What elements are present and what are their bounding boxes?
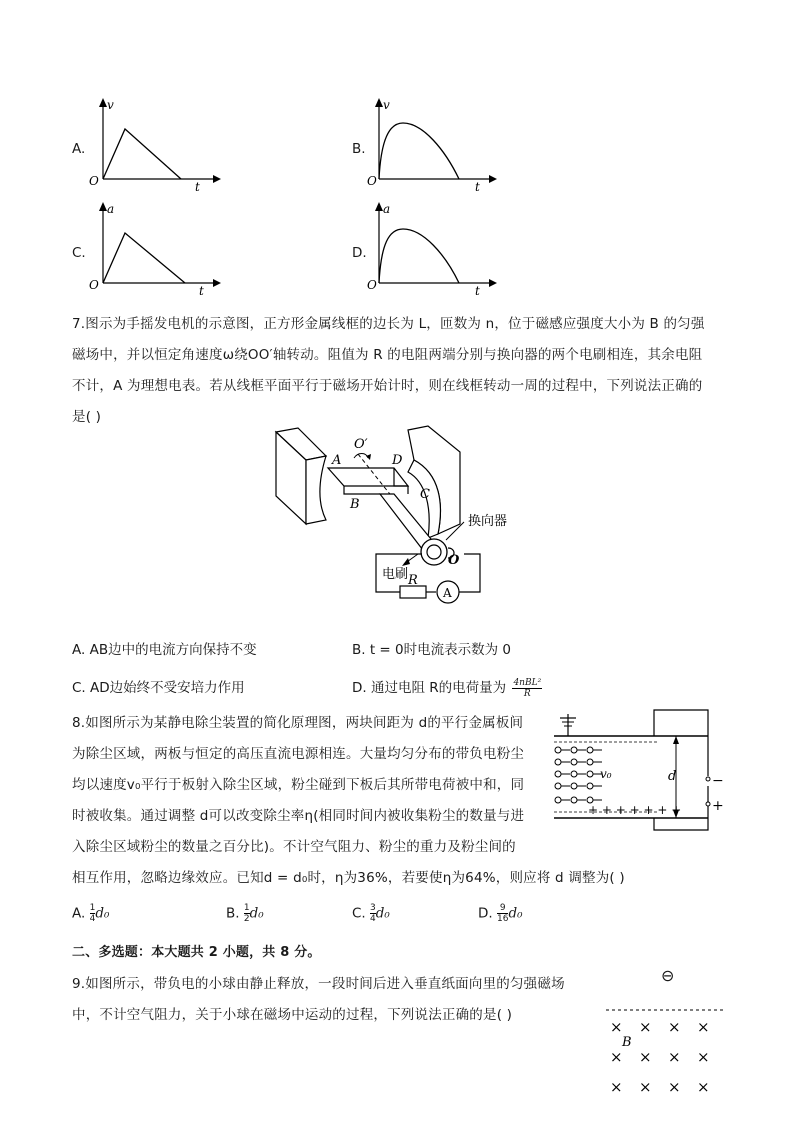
- q6-graph-a-ylabel: v: [107, 98, 114, 112]
- q7-option-b: B. t = 0时电流表示数为 0: [352, 642, 512, 658]
- svg-text:×: ×: [639, 1078, 652, 1096]
- svg-text:×: ×: [668, 1048, 681, 1066]
- q9-stem-line-2: 中，不计空气阻力，关于小球在磁场中运动的过程，下列说法正确的是( ): [72, 1007, 513, 1023]
- q8-terminal-plus: +: [712, 798, 724, 814]
- q8-stem-line-4: 时被收集。通过调整 d可以改变除尘率η(相同时间内被收集粉尘的数量与进: [72, 808, 525, 824]
- q6-graph-c-ylabel: a: [107, 202, 115, 216]
- q6-graph-c-origin: O: [89, 278, 99, 292]
- q6-graph-b-curve: [379, 123, 459, 179]
- q8-dust-particles: [555, 747, 602, 803]
- q8-stem-line-5: 入除尘区域粉尘的数量之百分比)。不计空气阻力、粉尘的重力及粉尘间的: [72, 839, 516, 855]
- q7-stem-line-4: 是( ): [72, 409, 102, 425]
- svg-text:×: ×: [610, 1018, 623, 1036]
- q8-option-c: C. $\frac{3}{4}$ d₀: [352, 903, 390, 924]
- q9-stem-line-1: 9.如图所示，带负电的小球由静止释放，一段时间后进入垂直纸面向里的匀强磁场: [72, 976, 565, 992]
- q7-label-a: A: [332, 453, 342, 468]
- q7-label-c: C: [420, 487, 430, 502]
- q7-label-d: D: [392, 453, 403, 468]
- q9-magnetic-field-figure: [600, 1004, 730, 1104]
- q7-label-brush: 电刷: [382, 567, 409, 582]
- q6-graph-a-origin: O: [89, 174, 99, 188]
- svg-text:×: ×: [697, 1048, 710, 1066]
- svg-text:×: ×: [610, 1048, 623, 1066]
- q7-option-c: C. AD边始终不受安培力作用: [72, 680, 245, 696]
- q6-option-c-letter: C.: [72, 245, 86, 261]
- q6-graph-c-xlabel: t: [199, 284, 204, 298]
- q6-graph-c-curve: [103, 233, 185, 283]
- section-2-heading: 二、多选题：本大题共 2 小题，共 8 分。: [72, 945, 321, 960]
- q6-graph-d-origin: O: [367, 278, 377, 292]
- q9-label-b: B: [622, 1035, 632, 1050]
- q8-precipitator-figure: [548, 706, 738, 834]
- q7-option-d-fraction: [512, 678, 542, 699]
- q6-graph-b-origin: O: [367, 174, 377, 188]
- svg-text:×: ×: [610, 1078, 623, 1096]
- q7-ammeter-label: A: [443, 586, 452, 600]
- q6-graph-a-curve: [103, 129, 181, 179]
- q6-option-a-letter: A.: [72, 141, 86, 157]
- q6-graph-d-ylabel: a: [383, 202, 391, 216]
- q8-stem-line-2: 为除尘区域，两板与恒定的高压直流电源相连。大量均匀分布的带负电粉尘: [72, 746, 525, 762]
- q8-stem-line-6: 相互作用，忽略边缘效应。已知d = d₀时，η为36%，若要使η为64%，则应将 d 调整为( ): [72, 870, 625, 886]
- q6-option-b-letter: B.: [352, 141, 366, 157]
- q6-graph-c: [85, 199, 225, 299]
- svg-text:×: ×: [639, 1048, 652, 1066]
- q7-label-o-prime: O′: [354, 437, 368, 452]
- q6-graph-d-curve: [379, 229, 459, 283]
- q8-plate-charges: + + + + + + +: [588, 803, 682, 817]
- q8-option-a: A. $\frac{1}{4}$ d₀: [72, 903, 110, 924]
- q6-graph-b: [365, 95, 505, 195]
- q7-option-d-numerator: 4nBL²: [513, 677, 542, 688]
- q7-stem-line-2: 磁场中，并以恒定角速度ω绕OO′轴转动。阻值为 R 的电阻两端分别与换向器的两个电刷相连，其余电阻: [72, 347, 703, 363]
- q8-option-d: D. $\frac{9}{16}$ d₀: [478, 903, 523, 924]
- svg-text:×: ×: [668, 1018, 681, 1036]
- q7-label-o: O: [448, 553, 460, 568]
- q7-label-r: R: [408, 573, 418, 588]
- q7-stem-line-1: 7.图示为手摇发电机的示意图，正方形金属线框的边长为 L，匝数为 n，位于磁感应强度大小为 B 的匀强: [72, 316, 705, 332]
- q8-option-b: B. $\frac{1}{2}$ d₀: [226, 903, 264, 924]
- q7-stem-line-3: 不计，A 为理想电表。若从线框平面平行于磁场开始计时，则在线框转动一周的过程中，下列说法正确的: [72, 378, 703, 394]
- q6-graph-d-xlabel: t: [475, 284, 480, 298]
- svg-text:×: ×: [639, 1018, 652, 1036]
- svg-text:×: ×: [697, 1018, 710, 1036]
- q7-option-d-denominator: R: [523, 688, 531, 699]
- svg-text:×: ×: [697, 1078, 710, 1096]
- q7-option-d-prefix: D. 通过电阻 R的电荷量为: [352, 680, 507, 696]
- q9-field-crosses: [610, 1018, 710, 1096]
- q8-stem-line-3: 均以速度v₀平行于板射入除尘区域，粉尘碰到下板后其所带电荷被中和，同: [72, 777, 525, 793]
- q9-negative-charge: ⊖: [661, 966, 675, 985]
- q6-graph-a: [85, 95, 225, 195]
- q6-graph-d: [365, 199, 505, 299]
- q8-label-v0: v₀: [600, 767, 612, 781]
- q7-generator-figure: [268, 424, 528, 609]
- q8-terminal-minus: −: [712, 773, 724, 789]
- q6-option-d-letter: D.: [352, 245, 367, 261]
- q7-option-d: [352, 676, 542, 699]
- q7-label-b: B: [350, 497, 360, 512]
- svg-text:×: ×: [668, 1078, 681, 1096]
- q8-stem-line-1: 8.如图所示为某静电除尘装置的简化原理图，两块间距为 d的平行金属板间: [72, 715, 524, 731]
- q6-graph-b-xlabel: t: [475, 180, 480, 194]
- q6-graph-b-ylabel: v: [383, 98, 390, 112]
- q6-graph-a-xlabel: t: [195, 180, 200, 194]
- q8-label-d: d: [668, 769, 677, 784]
- q7-option-a: A. AB边中的电流方向保持不变: [72, 642, 257, 658]
- q7-label-commutator: 换向器: [468, 514, 508, 529]
